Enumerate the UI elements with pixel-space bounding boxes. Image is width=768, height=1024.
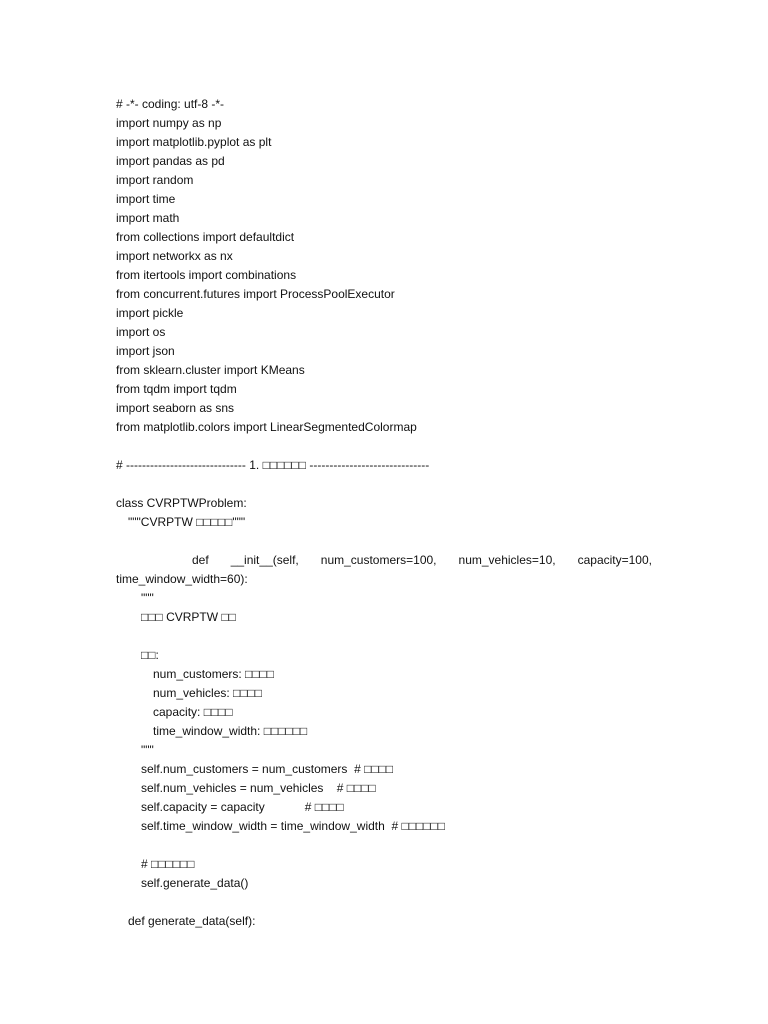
code-line: from itertools import combinations [116, 268, 297, 282]
code-line: from collections import defaultdict [116, 230, 295, 244]
docstring-summary: □□□ CVRPTW □□ [141, 610, 236, 624]
init-definition-continued: time_window_width=60): [116, 572, 248, 586]
class-docstring: """CVRPTW □□□□□""" [128, 515, 246, 529]
code-line: import pickle [116, 306, 184, 320]
blank-line [116, 437, 652, 456]
docstring-param: time_window_width: □□□□□□ [153, 724, 308, 738]
docstring-param: capacity: □□□□ [153, 705, 233, 719]
section-header: # ------------------------------ 1. □□□□□□ ------------------------------ [116, 458, 430, 472]
comment-line: # □□□□□□ [141, 857, 195, 871]
docstring-close: """ [141, 743, 154, 757]
blank-line [116, 836, 652, 855]
method-definition: def generate_data(self): [128, 914, 256, 928]
assignment-line: self.num_customers = num_customers # □□□□ [141, 762, 394, 776]
blank-line [116, 627, 652, 646]
code-line: import matplotlib.pyplot as plt [116, 135, 272, 149]
code-listing [116, 95, 652, 931]
param-capacity: capacity=100, [577, 553, 652, 567]
init-name: __init__(self, [230, 553, 299, 567]
code-line: from tqdm import tqdm [116, 382, 237, 396]
code-line: import networkx as nx [116, 249, 233, 263]
code-line: import seaborn as sns [116, 401, 235, 415]
blank-line [116, 893, 652, 912]
assignment-line: self.num_vehicles = num_vehicles # □□□□ [141, 781, 376, 795]
param-customers: num_customers=100, [320, 553, 437, 567]
code-line: from matplotlib.colors import LinearSegmentedColormap [116, 420, 417, 434]
def-keyword: def [192, 553, 209, 567]
code-line: import time [116, 192, 176, 206]
docstring-param: num_vehicles: □□□□ [153, 686, 263, 700]
code-line: import json [116, 344, 175, 358]
docstring-param: num_customers: □□□□ [153, 667, 275, 681]
code-line: import os [116, 325, 166, 339]
blank-line [116, 475, 652, 494]
docstring-open: """ [141, 591, 154, 605]
code-line: import pandas as pd [116, 154, 225, 168]
param-vehicles: num_vehicles=10, [458, 553, 556, 567]
call-line: self.generate_data() [141, 876, 249, 890]
assignment-line: self.time_window_width = time_window_width # □□□□□□ [141, 819, 445, 833]
docstring-params-label: □□: [141, 648, 159, 662]
blank-line [116, 532, 652, 551]
code-line: import numpy as np [116, 116, 222, 130]
code-line: import random [116, 173, 194, 187]
init-definition [116, 551, 652, 570]
coding-line: # -*- coding: utf-8 -*- [116, 97, 225, 111]
code-line: import math [116, 211, 180, 225]
class-definition: class CVRPTWProblem: [116, 496, 247, 510]
code-line: from sklearn.cluster import KMeans [116, 363, 305, 377]
assignment-line: self.capacity = capacity # □□□□ [141, 800, 344, 814]
code-line: from concurrent.futures import ProcessPoolExecutor [116, 287, 395, 301]
